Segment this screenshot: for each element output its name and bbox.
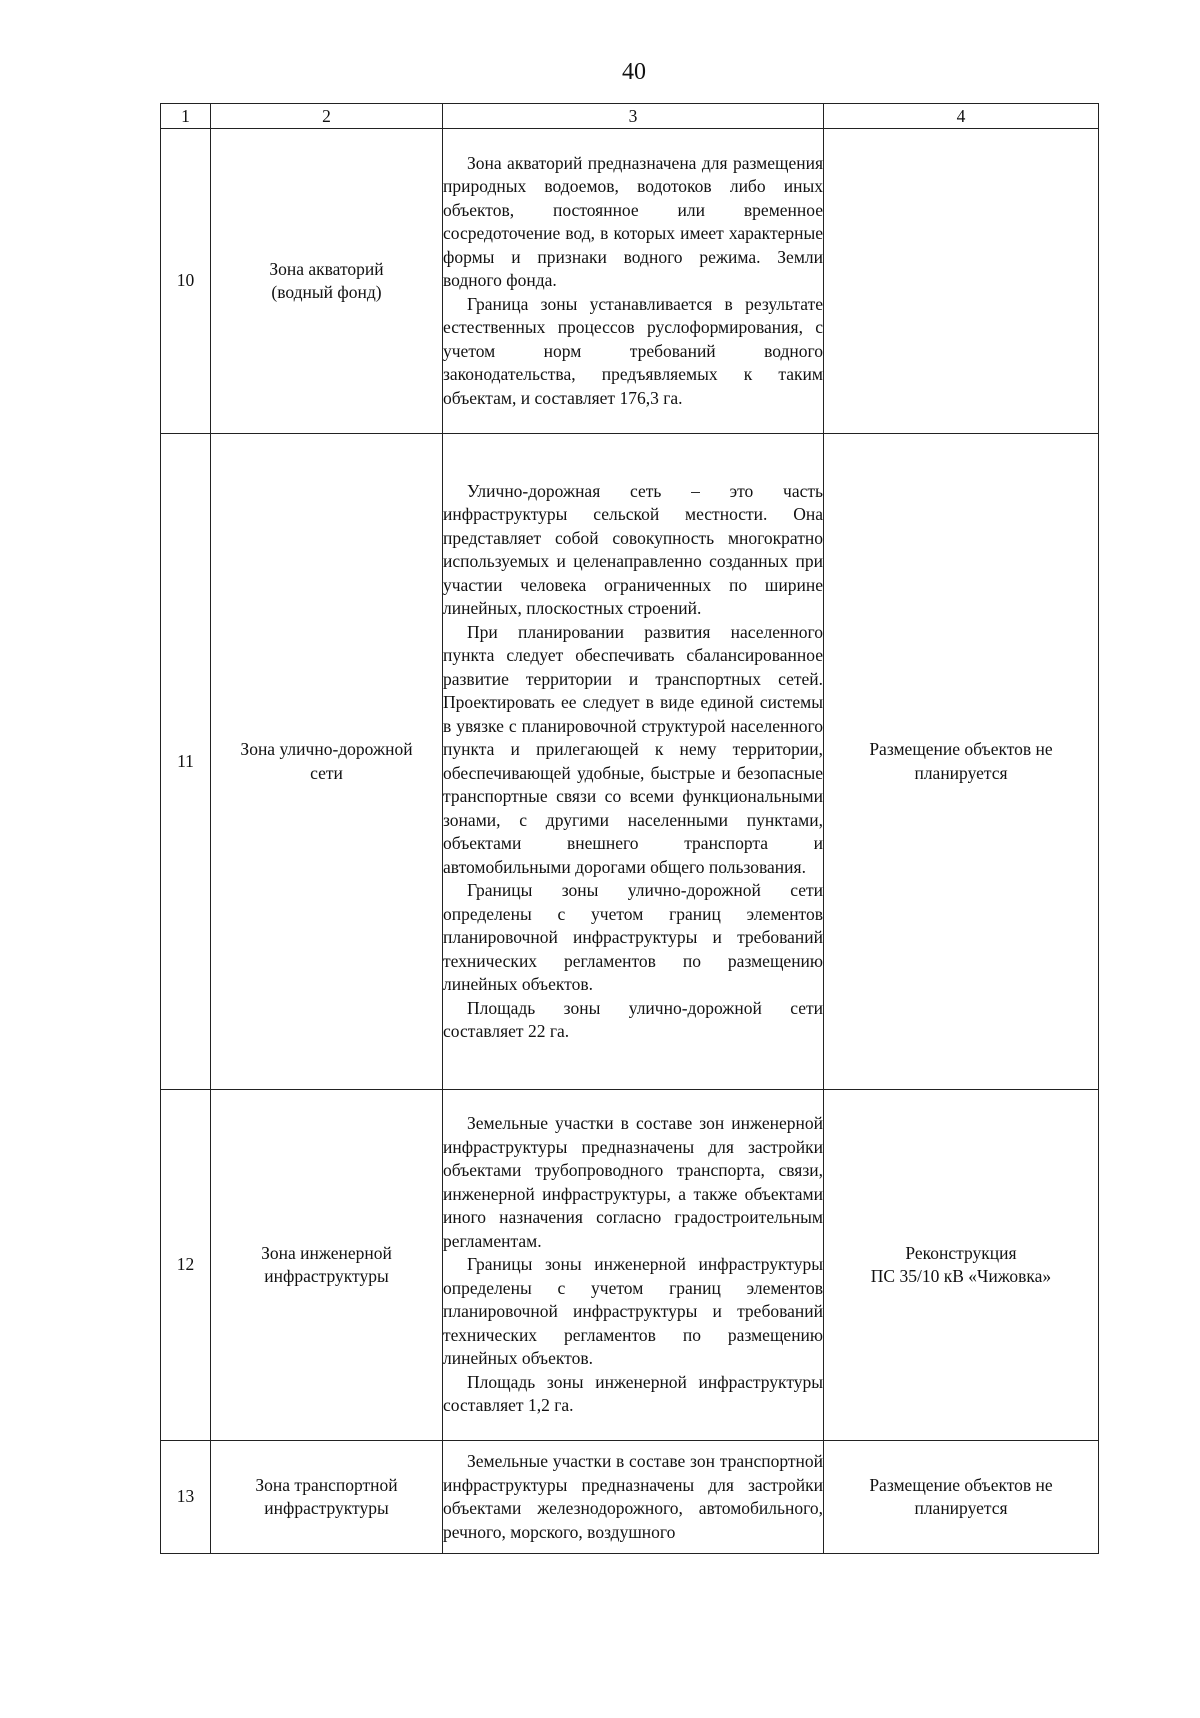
table-row xyxy=(161,1090,1099,1441)
row-number: 11 xyxy=(161,434,211,1090)
description-paragraph: Улично-дорожная сеть – это часть инфраструктуры сельской местности. Она представляет собой совокупность многократно используемых и целенаправленно созданных при участии человека ограниченных по ширине линейных, плоскостных строений. xyxy=(443,480,823,618)
measures-line: Размещение объектов не xyxy=(869,1474,1053,1495)
zone-name-line: Зона акваторий xyxy=(269,258,384,279)
description-paragraph: Зона акваторий предназначена для размещения природных водоемов, водотоков либо иных объектов, постоянное или временное сосредоточение вод, в которых имеет характерные формы и признаки водного режима. Земли водного фонда. xyxy=(443,152,823,291)
zone-name-cell xyxy=(211,434,443,1090)
zones-table xyxy=(160,103,1099,1554)
header-cell: 1 xyxy=(161,104,211,129)
header-cell: 4 xyxy=(824,104,1099,129)
planned-measures-cell xyxy=(824,1441,1099,1554)
description-paragraph: При планировании развития населенного пункта следует обеспечивать сбалансированное развитие территории и транспортных сетей. Проектировать ее следует в виде единой системы в увязке с планировочной структурой населенного пункта и прилегающей к нему территории, обеспечивающей удобные, быстрые и безопасные транспортные связи со всеми функциональными зонами, с другими населенными пунктами, объектами внешнего транспорта и автомобильными дорогами общего пользования. xyxy=(443,621,823,877)
zone-description-cell xyxy=(443,1090,824,1441)
table-row xyxy=(161,434,1099,1090)
zone-name-line: Зона улично-дорожной xyxy=(240,739,413,759)
zone-name-line: инфраструктуры xyxy=(264,1266,389,1286)
planned-measures-cell xyxy=(824,1090,1099,1441)
table-row xyxy=(161,1441,1099,1554)
row-number: 12 xyxy=(161,1090,211,1441)
description-paragraph: Границы зоны улично-дорожной сети определены с учетом границ элементов планировочной инфраструктуры и требований технических регламентов по размещению линейных объектов. xyxy=(443,880,823,994)
description-paragraph: Граница зоны устанавливается в результате естественных процессов руслоформирования, с учетом норм требований водного законодательства, предъявляемых к таким объектам, и составляет 176,3 га. xyxy=(443,293,823,408)
planned-measures-cell xyxy=(824,434,1099,1090)
measures-line: планируется xyxy=(914,762,1008,783)
zone-description-cell xyxy=(443,1441,824,1554)
measures-line: Реконструкция xyxy=(905,1242,1017,1263)
zone-description-cell xyxy=(443,129,824,434)
table-row xyxy=(161,129,1099,434)
description-paragraph: Площадь зоны улично-дорожной сети составляет 22 га. xyxy=(443,997,823,1041)
zone-name-line: сети xyxy=(310,762,343,783)
measures-line: Размещение объектов не xyxy=(869,739,1053,759)
zone-name-cell xyxy=(211,1090,443,1441)
table-header-row xyxy=(161,104,1099,129)
row-number: 13 xyxy=(161,1441,211,1554)
zone-description-cell xyxy=(443,434,824,1090)
row-number: 10 xyxy=(161,129,211,434)
zone-name-cell xyxy=(211,1441,443,1554)
description-paragraph: Границы зоны инженерной инфраструктуры определены с учетом границ элементов планировочной инфраструктуры и требований технических регламентов по размещению линейных объектов. xyxy=(443,1254,823,1369)
measures-line: ПС 35/10 кВ «Чижовка» xyxy=(870,1266,1052,1286)
planned-measures-cell xyxy=(824,129,1099,434)
measures-line: планируется xyxy=(914,1498,1008,1518)
description-paragraph: Площадь зоны инженерной инфраструктуры составляет 1,2 га. xyxy=(443,1371,823,1416)
zone-name-cell xyxy=(211,129,443,434)
zone-name-line: инфраструктуры xyxy=(264,1498,389,1518)
description-paragraph: Земельные участки в составе зон транспортной инфраструктуры предназначены для застройки объектами железнодорожного, автомобильного, речного, морского, воздушного xyxy=(443,1451,823,1542)
page-number: 40 xyxy=(622,59,646,85)
description-paragraph: Земельные участки в составе зон инженерной инфраструктуры предназначены для застройки объектами трубопроводного транспорта, связи, инженерной инфраструктуры, а также объектами иного назначения согласно градостроительным регламентам. xyxy=(443,1113,823,1251)
header-cell: 2 xyxy=(211,104,443,129)
zone-name-line: Зона инженерной xyxy=(261,1242,392,1263)
zone-name-line: Зона транспортной xyxy=(255,1474,398,1495)
zone-name-line: (водный фонд) xyxy=(271,282,382,302)
header-cell: 3 xyxy=(443,104,824,129)
